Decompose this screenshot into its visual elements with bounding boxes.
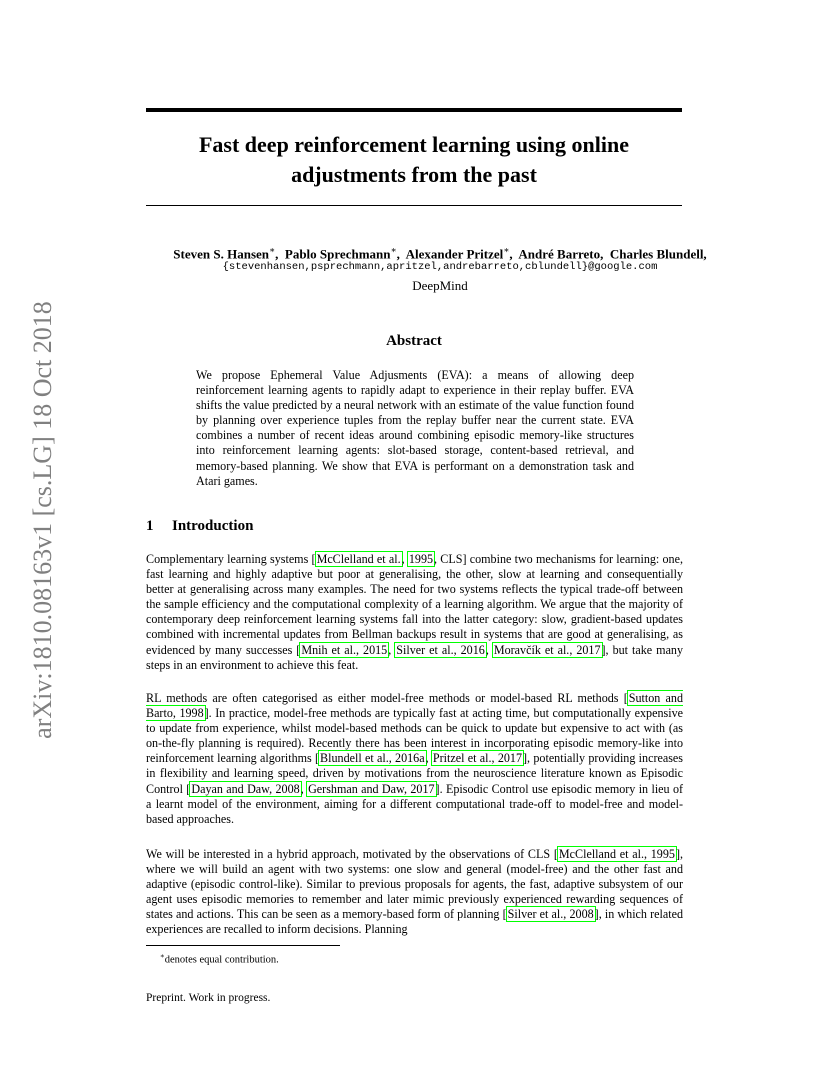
title-bottom-rule [146,205,682,206]
citation-link[interactable]: McClelland et al. [316,552,401,566]
citation-link[interactable]: Pritzel et al., 2017 [432,751,523,766]
author-name: Pablo Sprechmann [284,246,391,262]
text-run: ], potentially providing increases in flexibility and learning speed, driven by motivations from the neuroscience literature known as Episodic Control [ [146,751,683,796]
text-run: , CLS] combine two mechanisms for learning: one, fast learning and highly adaptive but poor at generalising, the other, slow at learning and consequentially better at generalising across many examples. The need for two systems reflects the typical trade-off between the sample efficiency and the computational complexity of a learning algorithm. We argue that the majority of contemporary deep reinforcement learning systems fall into the latter category: slow, gradient-based updates combined with incremental updates from Bellman backups result in systems that are good at generalising, as evidenced by many successes [ [146,552,683,657]
section-number: 1 [146,518,154,534]
paragraph-1 [146,552,683,673]
author-mark: ∗ [503,245,510,255]
text-run: RL methods are often categorised as either model-free methods or model-based RL methods [ [146,691,628,705]
footnote-text: denotes equal contribution. [164,954,279,966]
title-line-2: adjustments from the past [291,162,537,187]
title-line-1: Fast deep reinforcement learning using online [198,132,629,157]
citation-link[interactable]: Silver et al., 2016 [396,642,485,657]
text-run: , [388,642,396,657]
section-heading [146,517,253,535]
author-name: Charles Blundell, [609,246,707,262]
citation-link[interactable]: Silver et al., 2008 [507,907,594,922]
citation-link[interactable]: McClelland et al., 1995 [558,847,675,861]
text-run: , [485,642,493,657]
text-run: , [425,751,432,766]
citation-link[interactable]: Blundell et al., 2016a [320,751,425,766]
author-mark: ∗ [269,245,276,255]
text-run: , [401,552,408,566]
paragraph-3 [146,847,683,938]
citation-link[interactable]: Mnih et al., 2015 [301,642,388,657]
author-list: Steven S. Hansen∗, Pablo Sprechmann∗, Alexander Pritzel∗, André Barreto, Charles Blundell, [173,245,707,262]
author-name: André Barreto, [518,246,604,262]
paragraph-2 [146,691,683,827]
text-run: , [300,781,308,796]
preprint-note: Preprint. Work in progress. [146,992,271,1004]
citation-link[interactable]: Dayan and Daw, 2008 [191,781,300,796]
author-name: Steven S. Hansen [173,246,270,262]
abstract-text: We propose Ephemeral Value Adjusments (EVA): a means of allowing deep reinforcement learning agents to rapidly adapt to experience in their replay buffer. EVA shifts the value predicted by a neural network with an estimate of the value function found by planning over experience tuples from the replay buffer near the current state. EVA combines a number of recent ideas around combining episodic memory-like structures into reinforcement learning agents: slot-based storage, content-based retrieval, and memory-based planning. We show that EVA is performant on a demonstration task and Atari games. [196,368,634,488]
arxiv-stamp: arXiv:1810.08163v1 [cs.LG] 18 Oct 2018 [28,301,57,739]
text-run: ], but take many steps in an environment to achieve this feat. [146,642,684,672]
citation-link[interactable]: 1995 [408,552,434,566]
text-run: ]. In practice, model-free methods are typically fast at acting time, but computationally expensive to update from experience, whilst model-based methods can be quick to update but expensive to act with (as on-the-fly planning is required). Recently there has been interest in incorporating episodic memory-like into reinforcement learning algorithms [ [146,706,683,766]
text-run: ], where we will build an agent with two systems: one slow and general (model-free) and the other fast and adaptive (episodic control-like). Similar to previous proposals for agents, the fast, adaptive subsystem of our agent uses episodic memories to remember and later mimic previously experienced rewarding sequences of states and actions. This can be seen as a memory-based form of planning [ [146,847,684,922]
text-run: ]. Episodic Control use episodic memory in lieu of a learnt model of the environment, aiming for a different computational trade-off to model-free and model-based approaches. [146,781,684,826]
author-name: Alexander Pritzel [405,246,504,262]
footnote [160,950,279,967]
section-title: Introduction [172,518,254,534]
text-run: Complementary learning systems [ [146,552,316,566]
citation-link[interactable]: Gershman and Daw, 2017 [308,781,435,796]
affiliation: DeepMind [412,278,468,293]
citation-link[interactable]: Sutton and Barto, 1998 [146,691,683,721]
text-run: We will be interested in a hybrid approach, motivated by the observations of CLS [ [146,847,558,861]
footnote-rule [146,945,340,946]
abstract-heading: Abstract [386,333,442,349]
citation-link[interactable]: Moravčík et al., 2017 [493,642,601,657]
footnote-mark: ∗ [160,952,165,960]
author-mark: ∗ [390,245,397,255]
author-emails: {stevenhansen,psprechmann,apritzel,andrebarreto,cblundell}@google.com [222,261,658,273]
paper-title [146,130,682,190]
text-run: ], in which related experiences are recalled to inform decisions. Planning [146,907,684,937]
title-top-rule [146,108,682,112]
